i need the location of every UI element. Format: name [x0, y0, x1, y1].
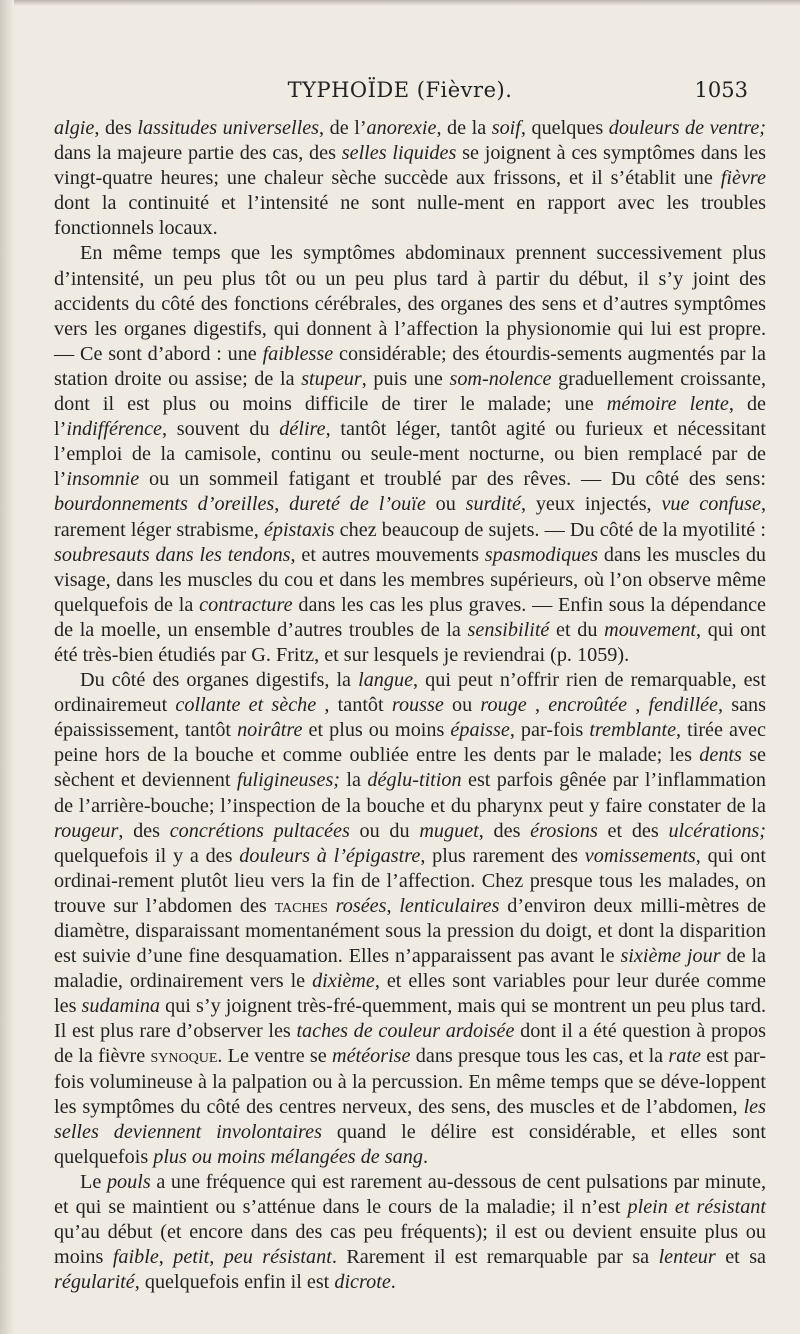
page-header: [0, 78, 800, 108]
running-title: TYPHOÏDE (Fièvre).: [287, 78, 513, 102]
paragraph: Du côté des organes digestifs, la langue, qui peut n’offrir rien de remarquable, est ordinairemeut collante et sèche , tantôt rousse ou rouge , encroûtée , fendillée, sans épaississement, tantôt noirâtre et plus ou moins épaisse, par-fois tremblante, tirée avec peine hors de la bouche et comme oubliée entre les dents par le malade; les dents se sèchent et deviennent fuligineuses; la déglu-tition est parfois gênée par l’inflammation de l’arrière-bouche; l’inspection de la bouche et du pharynx peut y faire constater de la rougeur, des concrétions pultacées ou du muguet, des érosions et des ulcérations; quelquefois il y a des douleurs à l’épigastre, plus rarement des vomissements, qui ont ordinai-rement plutôt lieu vers la fin de l’affection. Chez presque tous les malades, on trouve sur l’abdomen des taches rosées, lenticulaires d’environ deux milli-mètres de diamètre, disparaissant momentanément sous la pression du doigt, et dont la disparition est suivie d’une fine desquamation. Elles n’apparaissent pas avant le sixième jour de la maladie, ordinairement vers le dixième, et elles sont variables pour leur durée comme les sudamina qui s’y joignent très-fré-quemment, mais qui se montrent un peu plus tard. Il est plus rare d’observer les taches de couleur ardoisée dont il a été question à propos de la fièvre synoque. Le ventre se météorise dans presque tous les cas, et la rate est par-fois volumineuse à la palpation ou à la percussion. En même temps que se déve-loppent les symptômes du côté des centres nerveux, des sens, des muscles et de l’abdomen, les selles deviennent involontaires quand le délire est considérable, et elles sont quelquefois plus ou moins mélangées de sang.: [54, 669, 767, 1168]
body-text: [54, 116, 766, 1295]
page-number: 1053: [694, 78, 748, 102]
page-left-shadow: [0, 0, 14, 1334]
paragraph: algie, des lassitudes universelles, de l’anorexie, de la soif, quelques douleurs de ventre; dans la majeure partie des cas, des selles liquides se joignent à ces symptômes dans les vingt-quatre heures; une chaleur sèche succède aux frissons, et il s’établit une fièvre dont la continuité et l’intensité ne sont nulle-ment en rapport avec les troubles fonctionnels locaux.: [54, 117, 766, 240]
paragraph: En même temps que les symptômes abdominaux prennent successivement plus d’intensité, un peu plus tôt ou un peu plus tard à partir du début, il s’y joint des accidents du côté des fonctions cérébrales, des organes des sens et d’autres symptômes vers les organes digestifs, qui donnent à l’affection la physionomie qui lui est propre. — Ce sont d’abord : une faiblesse considérable; des étourdis-sements augmentés par la station droite ou assise; de la stupeur, puis une som-nolence graduellement croissante, dont il est plus ou moins difficile de tirer le malade; une mémoire lente, de l’indifférence, souvent du délire, tantôt léger, tantôt agité ou furieux et nécessitant l’emploi de la camisole, continu ou seule-ment nocturne, ou bien remplacé par de l’insomnie ou un sommeil fatigant et troublé par des rêves. — Du côté des sens: bourdonnements d’oreilles, dureté de l’ouïe ou surdité, yeux injectés, vue confuse, rarement léger strabisme, épistaxis chez beaucoup de sujets. — Du côté de la myotilité : soubresauts dans les tendons, et autres mouvements spasmodiques dans les muscles du visage, dans les muscles du cou et dans les membres supérieurs, où l’on observe même quelquefois de la contracture dans les cas les plus graves. — Enfin sous la dépendance de la moelle, un ensemble d’autres troubles de la sensibilité et du mouvement, qui ont été très-bien étudiés par G. Fritz, et sur lesquels je reviendrai (p. 1059).: [54, 242, 767, 666]
page-top-shadow: [0, 0, 800, 6]
paragraph: Le pouls a une fréquence qui est rarement au-dessous de cent pulsations par minute, et qui se maintient ou s’atténue dans le cours de la maladie; il n’est plein et résistant qu’au début (et encore dans des cas peu fréquents); il est ou devient ensuite plus ou moins faible, petit, peu résistant. Rarement il est remarquable par sa lenteur et sa régularité, quelquefois enfin il est dicrote.: [54, 1170, 767, 1294]
